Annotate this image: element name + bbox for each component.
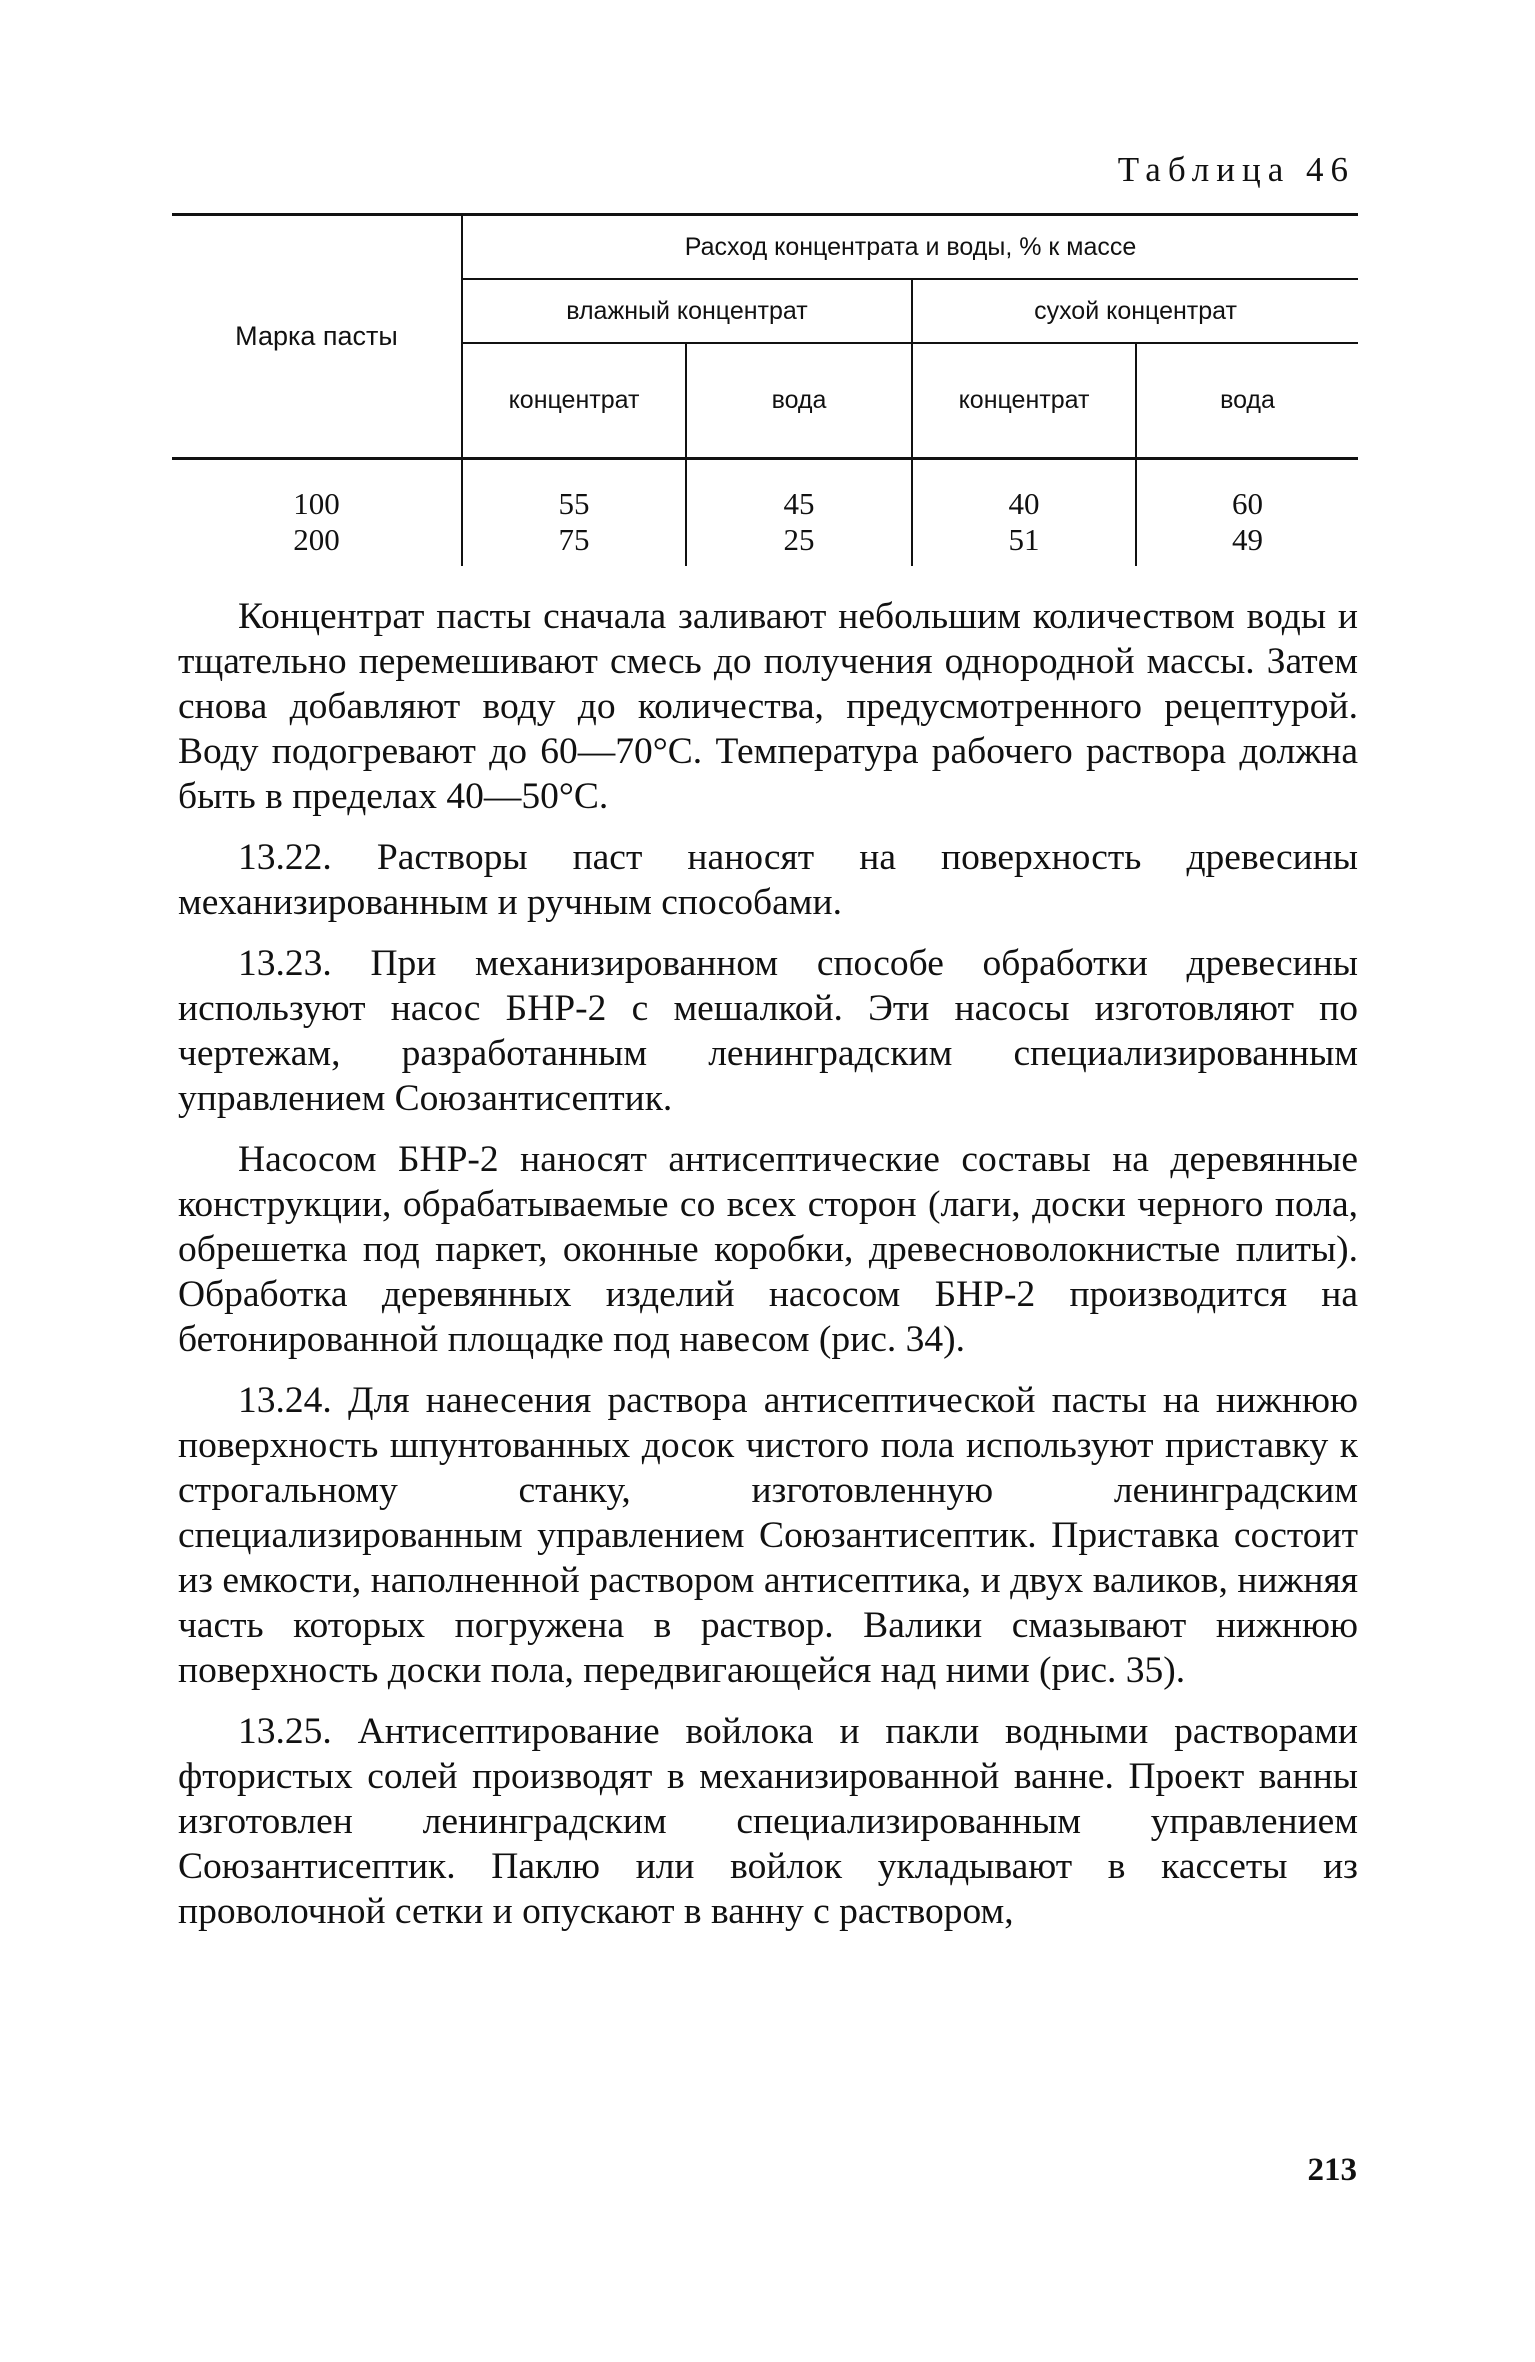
page-number: 213 [1307,2152,1357,2188]
wet-concentrate-column: концентрат [462,343,686,459]
dry-concentrate-cell [912,459,1136,567]
dry-water-cell [1136,459,1358,567]
paragraph: 13.24. Для нанесения раствора антисептической пасты на нижнюю поверхность шпунтованных досок чистого пола используют приставку к строгальному станку, изготовленную ленинградским специализированным управлением Союзантисептик. Приставка состоит из емкости, наполненной раствором антисептика, и двух валиков, нижняя часть которых погружена в раствор. Валики смазывают нижнюю поверхность доски пола, передвигающейся над ними (рис. 35). [178,1380,1358,1691]
table-value: 60 [1232,486,1264,521]
table-value: 49 [1232,522,1264,557]
table-value: 40 [1008,486,1040,521]
wet-concentrate-cell [462,459,686,567]
dry-concentrate-column: концентрат [912,343,1136,459]
table-data-body [172,459,1358,567]
brand-column-header: Марка пасты [172,215,462,459]
paste-consumption-table [172,213,1358,566]
brand-cell [172,459,462,567]
dry-water-column: вода [1136,343,1358,459]
table-value: 51 [1008,522,1040,557]
table-label: Таблица 46 [1117,150,1355,189]
table-value: 100 [293,486,340,521]
table-value: 200 [293,522,340,557]
body-text [178,594,1358,1950]
table-value: 55 [558,486,590,521]
paragraph: 13.23. При механизированном способе обработки древесины используют насос БНР-2 с мешалкой. Эти насосы изготовляют по чертежам, разработанным ленинградским специализированным управлением Союзантисептик. [178,943,1358,1119]
wet-water-cell [686,459,912,567]
dry-concentrate-header: сухой концентрат [912,279,1358,343]
paragraph: Насосом БНР-2 наносят антисептические составы на деревянные конструкции, обрабатываемые со всех сторон (лаги, доски черного пола, обрешетка под паркет, оконные коробки, древесноволокнистые плиты). Обработка деревянных изделий насосом БНР-2 производится на бетонированной площадке под навесом (рис. 34). [178,1139,1358,1360]
paragraph: 13.22. Растворы паст наносят на поверхность древесины механизированным и ручным способами. [178,837,1358,923]
paragraph: 13.25. Антисептирование войлока и пакли водными растворами фтористых солей производят в механизированной ванне. Проект ванны изготовлен ленинградским специализированным управлением Союзантисептик. Паклю или войлок укладывают в кассеты из проволочной сетки и опускают в ванну с раствором, [178,1711,1358,1932]
table-value: 75 [558,522,590,557]
paragraph: Концентрат пасты сначала заливают небольшим количеством воды и тщательно перемешивают смесь до получения однородной массы. Затем снова добавляют воду до количества, предусмотренного рецептурой. Воду подогревают до 60—70°С. Температура рабочего раствора должна быть в пределах 40—50°С. [178,596,1358,817]
table-value: 45 [783,486,815,521]
table-value: 25 [783,522,815,557]
wet-concentrate-header: влажный концентрат [462,279,912,343]
consumption-header: Расход концентрата и воды, % к массе [462,215,1358,280]
wet-water-column: вода [686,343,912,459]
